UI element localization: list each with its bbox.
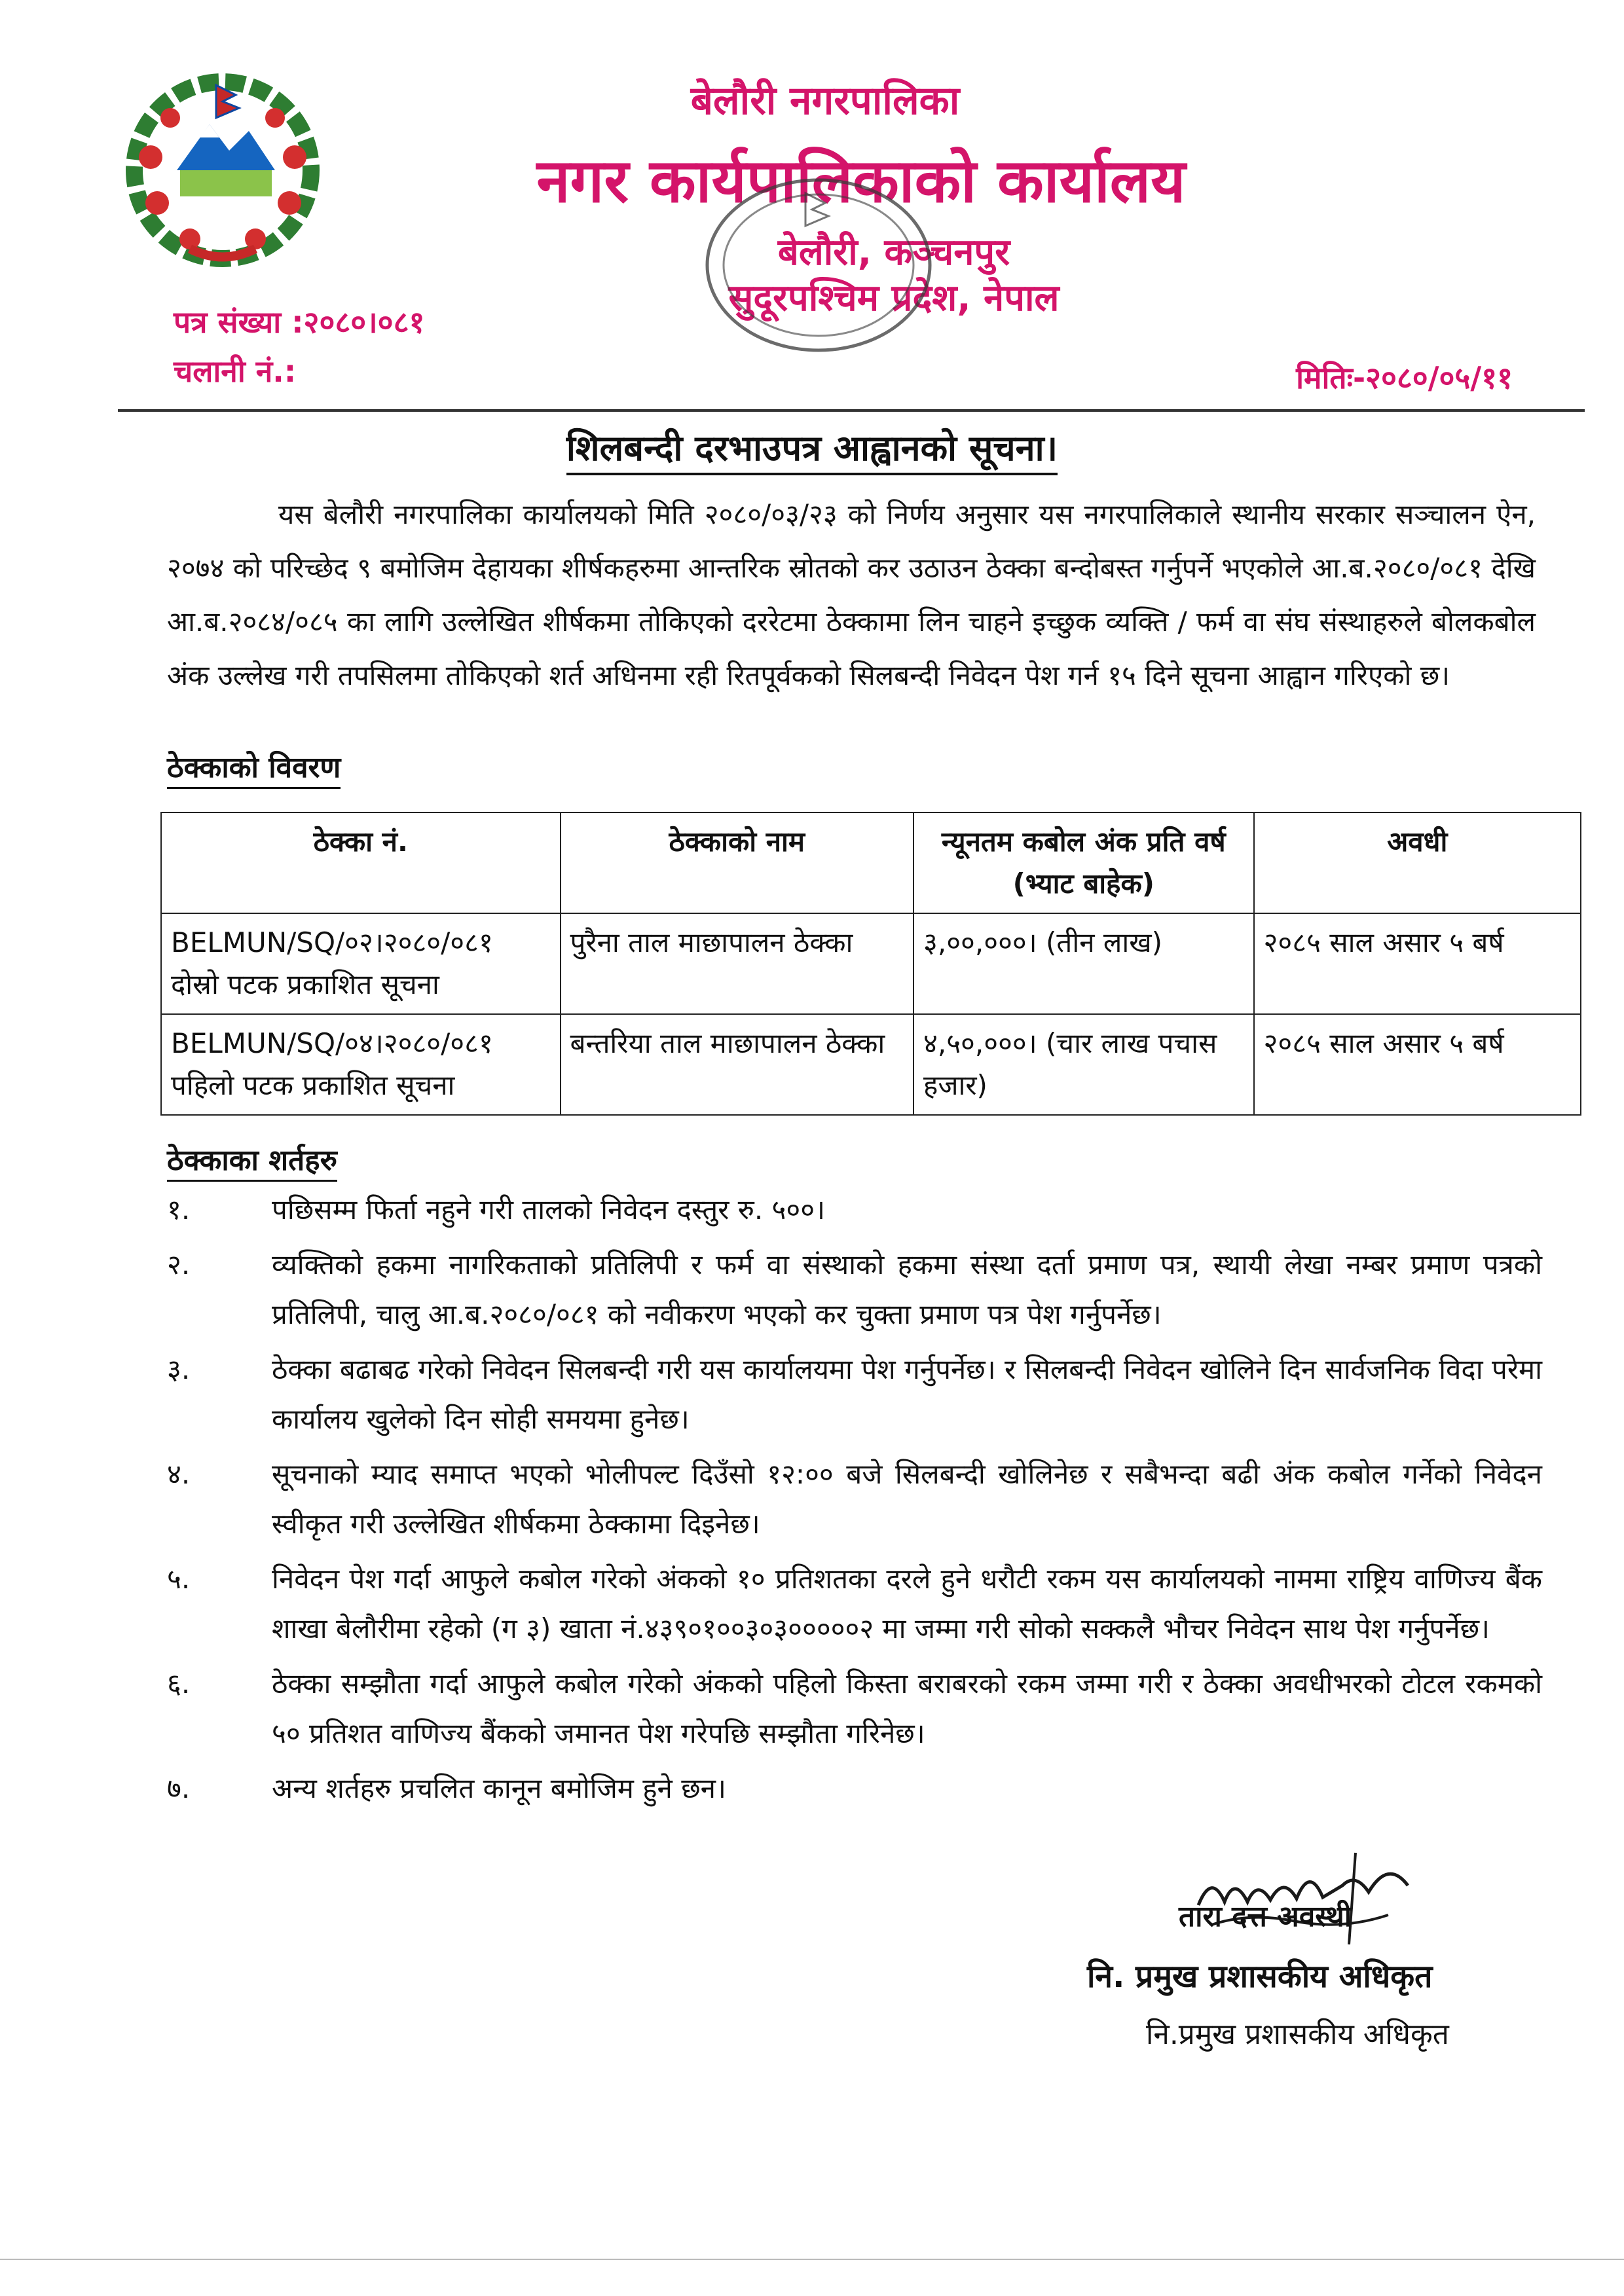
conditions-heading <box>167 1139 337 1178</box>
condition-number: ३. <box>167 1353 191 1385</box>
list-item <box>167 1764 1542 1813</box>
condition-text: ठेक्का सम्झौता गर्दा आफुले कबोल गरेको अंकको पहिलो किस्ता बराबरको रकम जम्मा गरी र ठेक्का अवधीभरको टोटल रकमको ५० प्रतिशत वाणिज्य बैंकको जमानत पेश गरेपछि सम्झौता गरिनेछ। <box>272 1667 1542 1749</box>
conditions-heading-text: ठेक्काका शर्तहरु <box>167 1144 337 1182</box>
condition-text: अन्य शर्तहरु प्रचलित कानून बमोजिम हुने छन। <box>272 1772 726 1804</box>
letter-date: मितिः-२०८०/०५/११ <box>1296 360 1513 395</box>
condition-text: निवेदन पेश गर्दा आफुले कबोल गरेको अंकको १० प्रतिशतका दरले हुने धरौटी रकम यस कार्यालयको नाममा राष्ट्रिय वाणिज्य बैंक शाखा बेलौरीमा रहेको (ग ३) खाता नं.४३९०१००३०३०००००२ मा जम्मा गरी सोको सक्कलै भौचर निवेदन साथ पेश गर्नुपर्नेछ। <box>272 1563 1542 1645</box>
list-item <box>167 1659 1542 1758</box>
municipality-name: बेलौरी नगरपालिका <box>690 78 960 124</box>
details-heading <box>167 746 341 786</box>
min-bid-amount: ४,५०,०००। (चार लाख पचास हजार) <box>913 1014 1254 1115</box>
list-item <box>167 1345 1542 1444</box>
condition-number: ५. <box>167 1563 191 1595</box>
table-header-row <box>161 812 1581 913</box>
condition-text: पछिसम्म फिर्ता नहुने गरी तालको निवेदन दस्तुर रु. ५००। <box>272 1194 825 1226</box>
notice-title-text: शिलबन्दी दरभाउपत्र आह्वानको सूचना। <box>566 428 1058 475</box>
condition-text: सूचनाको म्याद समाप्त भएको भोलीपल्ट दिउँसो १२:०० बजे सिलबन्दी खोलिनेछ र सबैभन्दा बढी अंक कबोल गर्नेको निवेदन स्वीकृत गरी उल्लेखित शीर्षकमा ठेक्कामा दिइनेछ। <box>272 1458 1542 1540</box>
condition-text: ठेक्का बढाबढ गरेको निवेदन सिलबन्दी गरी यस कार्यालयमा पेश गर्नुपर्नेछ। र सिलबन्दी निवेदन खोलिने दिन सार्वजनिक विदा परेमा कार्यालय खुलेको दिन सोही समयमा हुनेछ। <box>272 1353 1542 1435</box>
office-name: नगर कार्यपालिकाको कार्यालय <box>536 146 1186 216</box>
contract-no-cell <box>161 1014 561 1115</box>
contract-no: BELMUN/SQ/०२।२०८०/०८१ <box>171 926 493 958</box>
details-heading-text: ठेक्काको विवरण <box>167 751 341 789</box>
contract-period: २०८५ साल असार ५ बर्ष <box>1254 913 1581 1014</box>
table-row <box>161 913 1581 1014</box>
dispatch-number: चलानी नं.: <box>174 354 297 389</box>
condition-number: ७. <box>167 1772 191 1804</box>
col-header-contract-name: ठेक्काको नाम <box>561 812 913 913</box>
condition-number: १. <box>167 1194 191 1226</box>
address-province: सुदूरपश्चिम प्रदेश, नेपाल <box>728 277 1060 319</box>
publication-note: दोस्रो पटक प्रकाशित सूचना <box>171 968 439 1000</box>
col-header-min-bid: न्यूनतम कबोल अंक प्रति वर्ष (भ्याट बाहेक) <box>913 812 1254 913</box>
notice-title <box>0 422 1624 471</box>
signatory-stamp: नि.प्रमुख प्रशासकीय अधिकृत <box>1146 2018 1449 2051</box>
list-item <box>167 1449 1542 1549</box>
footer-divider <box>0 2259 1624 2260</box>
contract-name: बन्तरिया ताल माछापालन ठेक्का <box>561 1014 913 1115</box>
signatory-name: तारा दत्त अवस्थी <box>1179 1900 1352 1933</box>
signatory-title: नि. प्रमुख प्रशासकीय अधिकृत <box>1087 1958 1433 1995</box>
contract-no-cell <box>161 913 561 1014</box>
header-divider <box>118 409 1585 412</box>
list-item <box>167 1185 1542 1235</box>
table-row <box>161 1014 1581 1115</box>
condition-number: ४. <box>167 1458 191 1490</box>
col-header-contract-no: ठेक्का नं. <box>161 812 561 913</box>
condition-number: २. <box>167 1248 191 1281</box>
list-item <box>167 1240 1542 1339</box>
condition-number: ६. <box>167 1667 191 1700</box>
publication-note: पहिलो पटक प्रकाशित सूचना <box>171 1069 455 1101</box>
contract-name: पुरैना ताल माछापालन ठेक्का <box>561 913 913 1014</box>
condition-text: व्यक्तिको हकमा नागरिकताको प्रतिलिपी र फर्म वा संस्थाको हकमा संस्था दर्ता प्रमाण पत्र, स्थायी लेखा नम्बर प्रमाण पत्रको प्रतिलिपी, चालु आ.ब.२०८०/०८१ को नवीकरण भएको कर चुक्ता प्रमाण पत्र पेश गर्नुपर्नेछ। <box>272 1248 1542 1330</box>
contract-period: २०८५ साल असार ५ बर्ष <box>1254 1014 1581 1115</box>
col-header-period: अवधी <box>1254 812 1581 913</box>
office-seal-icon <box>694 167 943 363</box>
list-item <box>167 1554 1542 1654</box>
letter-number: पत्र संख्या :२०८०।०८१ <box>174 304 425 340</box>
address-district: बेलौरी, कञ्चनपुर <box>777 231 1010 274</box>
contract-table <box>160 812 1581 1116</box>
contract-no: BELMUN/SQ/०४।२०८०/०८१ <box>171 1027 493 1059</box>
conditions-list <box>167 1185 1542 1819</box>
min-bid-amount: ३,००,०००। (तीन लाख) <box>913 913 1254 1014</box>
intro-paragraph: यस बेलौरी नगरपालिका कार्यालयको मिति २०८०/०३/२३ को निर्णय अनुसार यस नगरपालिकाले स्थानीय सरकार सञ्चालन ऐन, २०७४ को परिच्छेद ९ बमोजिम देहायका शीर्षकहरुमा आन्तरिक स्रोतको कर उठाउन ठेक्का बन्दोबस्त गर्नुपर्ने भएकोले आ.ब.२०८०/०८१ देखि आ.ब.२०८४/०८५ का लागि उल्लेखित शीर्षकमा तोकिएको दररेटमा ठेक्कामा लिन चाहने इच्छुक व्यक्ति / फर्म वा संघ संस्थाहरुले बोलकबोल अंक उल्लेख गरी तपसिलमा तोकिएको शर्त अधिनमा रही रितपूर्वकको सिलबन्दी निवेदन पेश गर्न १५ दिने सूचना आह्वान गरिएको छ। <box>167 498 1536 691</box>
